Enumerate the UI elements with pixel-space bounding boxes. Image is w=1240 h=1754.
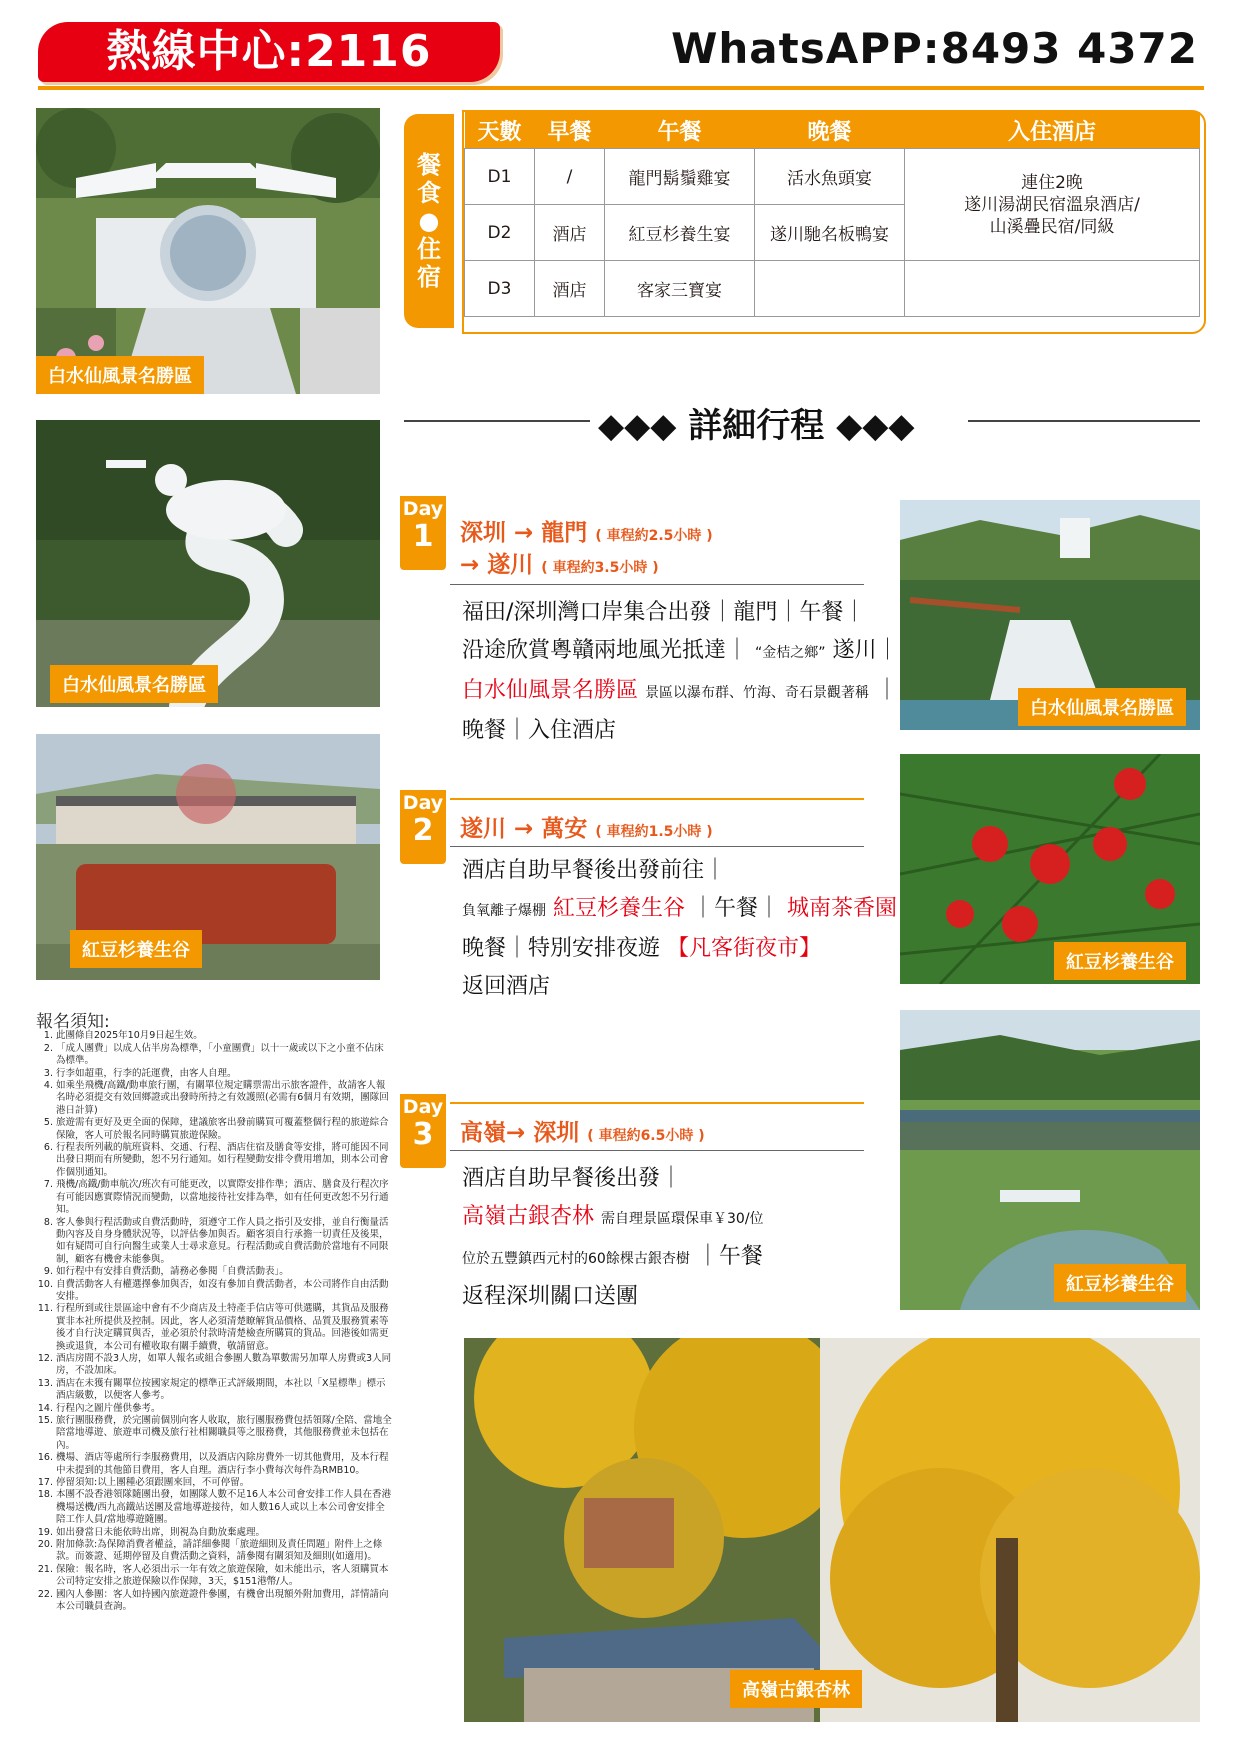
highlight-attraction: 【凡客街夜市】	[667, 936, 822, 961]
gate-illustration	[36, 108, 380, 394]
list-item: 2. 「成人團費」以成人佔半房為標準，「小童團費」以十一歲或以下之小童不佔床為標準。	[56, 1043, 392, 1068]
ginkgo-village-illustration	[464, 1338, 840, 1722]
itinerary-line: 返回酒店	[462, 974, 551, 999]
itinerary-line: 返程深圳關口送團	[462, 1284, 639, 1309]
meal-table	[464, 112, 1200, 317]
itinerary-line	[462, 672, 899, 712]
highlight-attraction: 高嶺古銀杏林	[462, 1204, 595, 1229]
photo-caption: 白水仙風景名勝區	[36, 356, 204, 394]
cell-dinner: 活水魚頭宴	[755, 149, 905, 205]
route-time: ( 車程約2.5小時 )	[595, 528, 713, 544]
side-char: 宿	[417, 263, 441, 291]
itinerary-text: 遂川｜	[832, 638, 899, 663]
photo-red-yew-valley	[36, 734, 380, 980]
day-divider	[450, 584, 864, 585]
day-label: Day	[402, 792, 444, 814]
route-time: ( 車程約6.5小時 )	[587, 1128, 705, 1144]
col-header: 晚餐	[755, 112, 905, 149]
day3-route	[460, 1114, 705, 1147]
list-item: 22. 國內人參團：客人如持國內旅遊證件參團，有機會出現額外附加費用，詳情請向本公司職員查詢。	[56, 1589, 392, 1614]
hotel-line: 遂川湯湖民宿溫泉酒店/	[964, 194, 1140, 215]
itinerary-text: ｜午餐｜	[692, 896, 781, 921]
highlight-attraction: 白水仙風景名勝區	[462, 678, 639, 703]
photo-baishuixian-statue	[36, 420, 380, 707]
cell-lunch: 龍門鬍鬚雞宴	[605, 149, 755, 205]
day3-itinerary	[462, 1160, 764, 1316]
itinerary-line	[462, 632, 899, 672]
list-item: 19. 如出發當日未能依時出席，則視為自動放棄處理。	[56, 1527, 392, 1539]
day1-route-line1	[460, 514, 713, 547]
cell-hotel	[905, 149, 1200, 261]
day-number: 3	[412, 1117, 434, 1152]
list-item: 15. 旅行團服務費，於完團前個別向客人收取，旅行團服務費包括領隊/全陪、當地全陪當地導遊、旅遊車司機及旅行社相關職員等之服務費，其他服務費並未包括在內。	[56, 1415, 392, 1452]
day1-route-line2	[460, 546, 659, 579]
cell-day: D3	[465, 261, 535, 317]
itinerary-note: 位於五豐鎮西元村的60餘棵古銀杏樹	[462, 1251, 690, 1267]
cell-breakfast: 酒店	[535, 261, 605, 317]
notes-list	[36, 1030, 392, 1613]
hotel-line: 山溪疊民宿/同級	[989, 216, 1115, 237]
photo-yew-berries	[900, 754, 1200, 984]
list-item: 9. 如行程中有安排自費活動，請務必參閱「自費活動表」。	[56, 1266, 392, 1278]
list-item: 11. 行程所到或往景區途中會有不少商店及土特產手信店等可供選購，其貨品及服務實非本社所提供及控制。因此，客人必須清楚瞭解貨品價格、品質及服務質素等後才自行決定購買與否，並必須於付款時清楚檢查所購買的貨品。回港後如需更換或退貨，本公司有權收取有關手續費，敬請留意。	[56, 1303, 392, 1353]
statue-illustration	[36, 420, 380, 707]
photo-ginkgo-forest	[820, 1338, 1200, 1722]
photo-valley-aerial	[900, 1010, 1200, 1310]
header-divider	[38, 86, 1204, 90]
itinerary-line: 晚餐｜入住酒店	[462, 718, 617, 743]
itinerary-text: 晚餐｜特別安排夜遊	[462, 936, 661, 961]
route-time: ( 車程約1.5小時 )	[595, 824, 713, 840]
day-label: Day	[402, 1096, 444, 1118]
photo-caption: 紅豆杉養生谷	[1054, 1264, 1186, 1302]
day-divider	[450, 798, 864, 800]
meal-table-header	[465, 112, 1200, 149]
list-item: 21. 保險：報名時，客人必須出示一年有效之旅遊保險，如未能出示，客人須購買本公司特定安排之旅遊保險以作保障，3天，$151港幣/人。	[56, 1564, 392, 1589]
list-item: 20. 附加條款:為保障消費者權益，請詳細參閱「旅遊細則及責任問題」附件上之條款。而簽證、延期停留及自費活動之資料，請參閱有關須知及細則(如適用)。	[56, 1539, 392, 1564]
route-text: → 遂川	[460, 552, 534, 578]
section-title: ◆◆◆ 詳細行程 ◆◆◆	[598, 406, 915, 446]
cell-day: D2	[465, 205, 535, 261]
itinerary-line: 酒店自助早餐後出發｜	[462, 1166, 683, 1191]
side-char: 食	[417, 179, 441, 207]
list-item: 16. 機場、酒店等處所行李服務費用，以及酒店內除房費外一切其他費用，及本行程中未提到的其他節目費用，客人自理。酒店行李小費每次每件為RMB10。	[56, 1452, 392, 1477]
route-text: 遂川 → 萬安	[460, 816, 588, 842]
day-divider	[450, 846, 864, 847]
list-item: 6. 行程表所列載的航班資料、交通、行程、酒店住宿及膳食等安排，將可能因不同出發日期而有所變動，恕不另行通知。如行程變動安排令費用增加，則本公司會作個別通知。	[56, 1142, 392, 1179]
day-number: 1	[412, 519, 434, 554]
ginkgo-forest-illustration	[820, 1338, 1200, 1722]
list-item: 10. 自費活動客人有權選擇參加與否，如沒有參加自費活動者，本公司將作自由活動安排。	[56, 1279, 392, 1304]
day-number: 2	[412, 813, 434, 848]
day-badge	[400, 1094, 446, 1168]
day2-itinerary	[462, 852, 926, 1006]
itinerary-line	[462, 890, 926, 930]
itinerary-text: ｜	[876, 678, 899, 703]
cell-lunch: 紅豆杉養生宴	[605, 205, 755, 261]
title-rule-left	[404, 420, 590, 422]
cell-dinner: 遂川馳名板鴨宴	[755, 205, 905, 261]
day-label: Day	[402, 498, 444, 520]
side-char: 餐	[417, 151, 441, 179]
itinerary-line: 福田/深圳灣口岸集合出發｜龍門｜午餐｜	[462, 600, 866, 625]
cell-hotel-empty	[905, 261, 1200, 317]
photo-baishuixian-gate	[36, 108, 380, 394]
list-item: 5. 旅遊需有更好及更全面的保障，建議旅客出發前購買可覆蓋整個行程的旅遊綜合保險，客人可於報名同時購買旅遊保險。	[56, 1117, 392, 1142]
photo-caption: 紅豆杉養生谷	[1054, 942, 1186, 980]
itinerary-line	[462, 1238, 764, 1278]
photo-caption: 紅豆杉養生谷	[70, 930, 202, 968]
photo-ginkgo-village	[464, 1338, 840, 1722]
col-header: 天數	[465, 112, 535, 149]
itinerary-line	[462, 1198, 764, 1238]
side-char: ●	[418, 207, 440, 235]
notes-title: 報名須知:	[36, 1012, 110, 1032]
day-badge	[400, 496, 446, 570]
route-text: 深圳 → 龍門	[460, 520, 588, 546]
route-text: 高嶺→ 深圳	[460, 1120, 580, 1146]
photo-waterfall	[900, 500, 1200, 730]
day-divider	[450, 1150, 864, 1151]
day-badge	[400, 790, 446, 864]
itinerary-text: 沿途欣賞粵贛兩地風光抵達｜	[462, 638, 749, 663]
itinerary-note: 負氧離子爆棚	[462, 903, 546, 919]
highlight-attraction: 城南茶香園	[787, 896, 898, 921]
itinerary-note: 需自理景區環保車￥30/位	[601, 1211, 764, 1227]
registration-notes	[36, 1012, 392, 1614]
itinerary-line: 酒店自助早餐後出發前往｜	[462, 858, 727, 883]
cell-lunch: 客家三寶宴	[605, 261, 755, 317]
day-divider	[450, 1102, 864, 1104]
side-char: 住	[417, 235, 441, 263]
list-item: 12. 酒店房間不設3人房，如單人報名或組合參團人數為單數需另加單人房費或3人同房，不設加床。	[56, 1353, 392, 1378]
route-time: ( 車程約3.5小時 )	[541, 560, 659, 576]
photo-caption: 白水仙風景名勝區	[1018, 688, 1186, 726]
meal-hotel-side-label	[404, 114, 454, 328]
list-item: 17. 停留須知:以上團種必須跟團來回，不可停留。	[56, 1477, 392, 1489]
list-item: 14. 行程內之圖片僅供參考。	[56, 1403, 392, 1415]
itinerary-note: 景區以瀑布群、竹海、奇石景觀著稱	[645, 685, 870, 701]
list-item: 4. 如乘坐飛機/高鐵/動車旅行團，有關單位規定購票需出示旅客證件，故請客人報名時必須提交有效回鄉證或出發時所持之有效護照(必需有6個月有效期，團隊回港日計算)	[56, 1080, 392, 1117]
cell-breakfast: /	[535, 149, 605, 205]
col-header: 入住酒店	[905, 112, 1200, 149]
itinerary-line	[462, 930, 926, 968]
list-item: 7. 飛機/高鐵/動車航次/班次有可能更改，以實際安排作準；酒店、膳食及行程次序有可能因應實際情況而變動，以當地接待社安排為準，如有任何更改恕不另行通知。	[56, 1179, 392, 1216]
day2-route	[460, 810, 713, 843]
list-item: 18. 本團不設香港領隊隨團出發，如團隊人數不足16人本公司會安排工作人員在香港機場送機/西九高鐵站送團及當地導遊接待，如人數16人或以上本公司會安排全陪工作人員/當地導遊隨團。	[56, 1489, 392, 1526]
cell-breakfast: 酒店	[535, 205, 605, 261]
day1-itinerary	[462, 594, 899, 750]
col-header: 午餐	[605, 112, 755, 149]
table-row	[465, 261, 1200, 317]
table-row	[465, 149, 1200, 205]
cell-dinner	[755, 261, 905, 317]
hotline-badge: 熱線中心:2116	[38, 22, 500, 82]
list-item: 3. 行李如超重，行李的託運費，由客人自理。	[56, 1068, 392, 1080]
hotel-line: 連住2晚	[1021, 172, 1083, 193]
ginkgo-caption: 高嶺古銀杏林	[730, 1670, 862, 1708]
photo-caption: 白水仙風景名勝區	[50, 665, 218, 703]
col-header: 早餐	[535, 112, 605, 149]
highlight-attraction: 紅豆杉養生谷	[553, 896, 686, 921]
list-item: 8. 客人參與行程活動或自費活動時，須遵守工作人員之指引及安排，並自行衡量活動內容及自身身體狀況等，以評估參加與否。顧客須自行承擔一切責任及後果，如有疑問可自行向醫生或業人士尋求意見。行程活動或自費活動於當地有不同限制，顧客有機會未能參與。	[56, 1217, 392, 1267]
list-item: 1. 此團條自2025年10月9日起生效。	[56, 1030, 392, 1042]
whatsapp-number: WhatsAPP:8493 4372	[671, 24, 1198, 73]
cell-day: D1	[465, 149, 535, 205]
itinerary-text: ｜午餐	[696, 1244, 763, 1269]
itinerary-note: “金桔之鄉”	[755, 645, 826, 661]
title-rule-right	[968, 420, 1200, 422]
list-item: 13. 酒店在未獲有關單位按國家規定的標準正式評級期間，本社以「X星標準」標示酒店級數，以便客人參考。	[56, 1378, 392, 1403]
